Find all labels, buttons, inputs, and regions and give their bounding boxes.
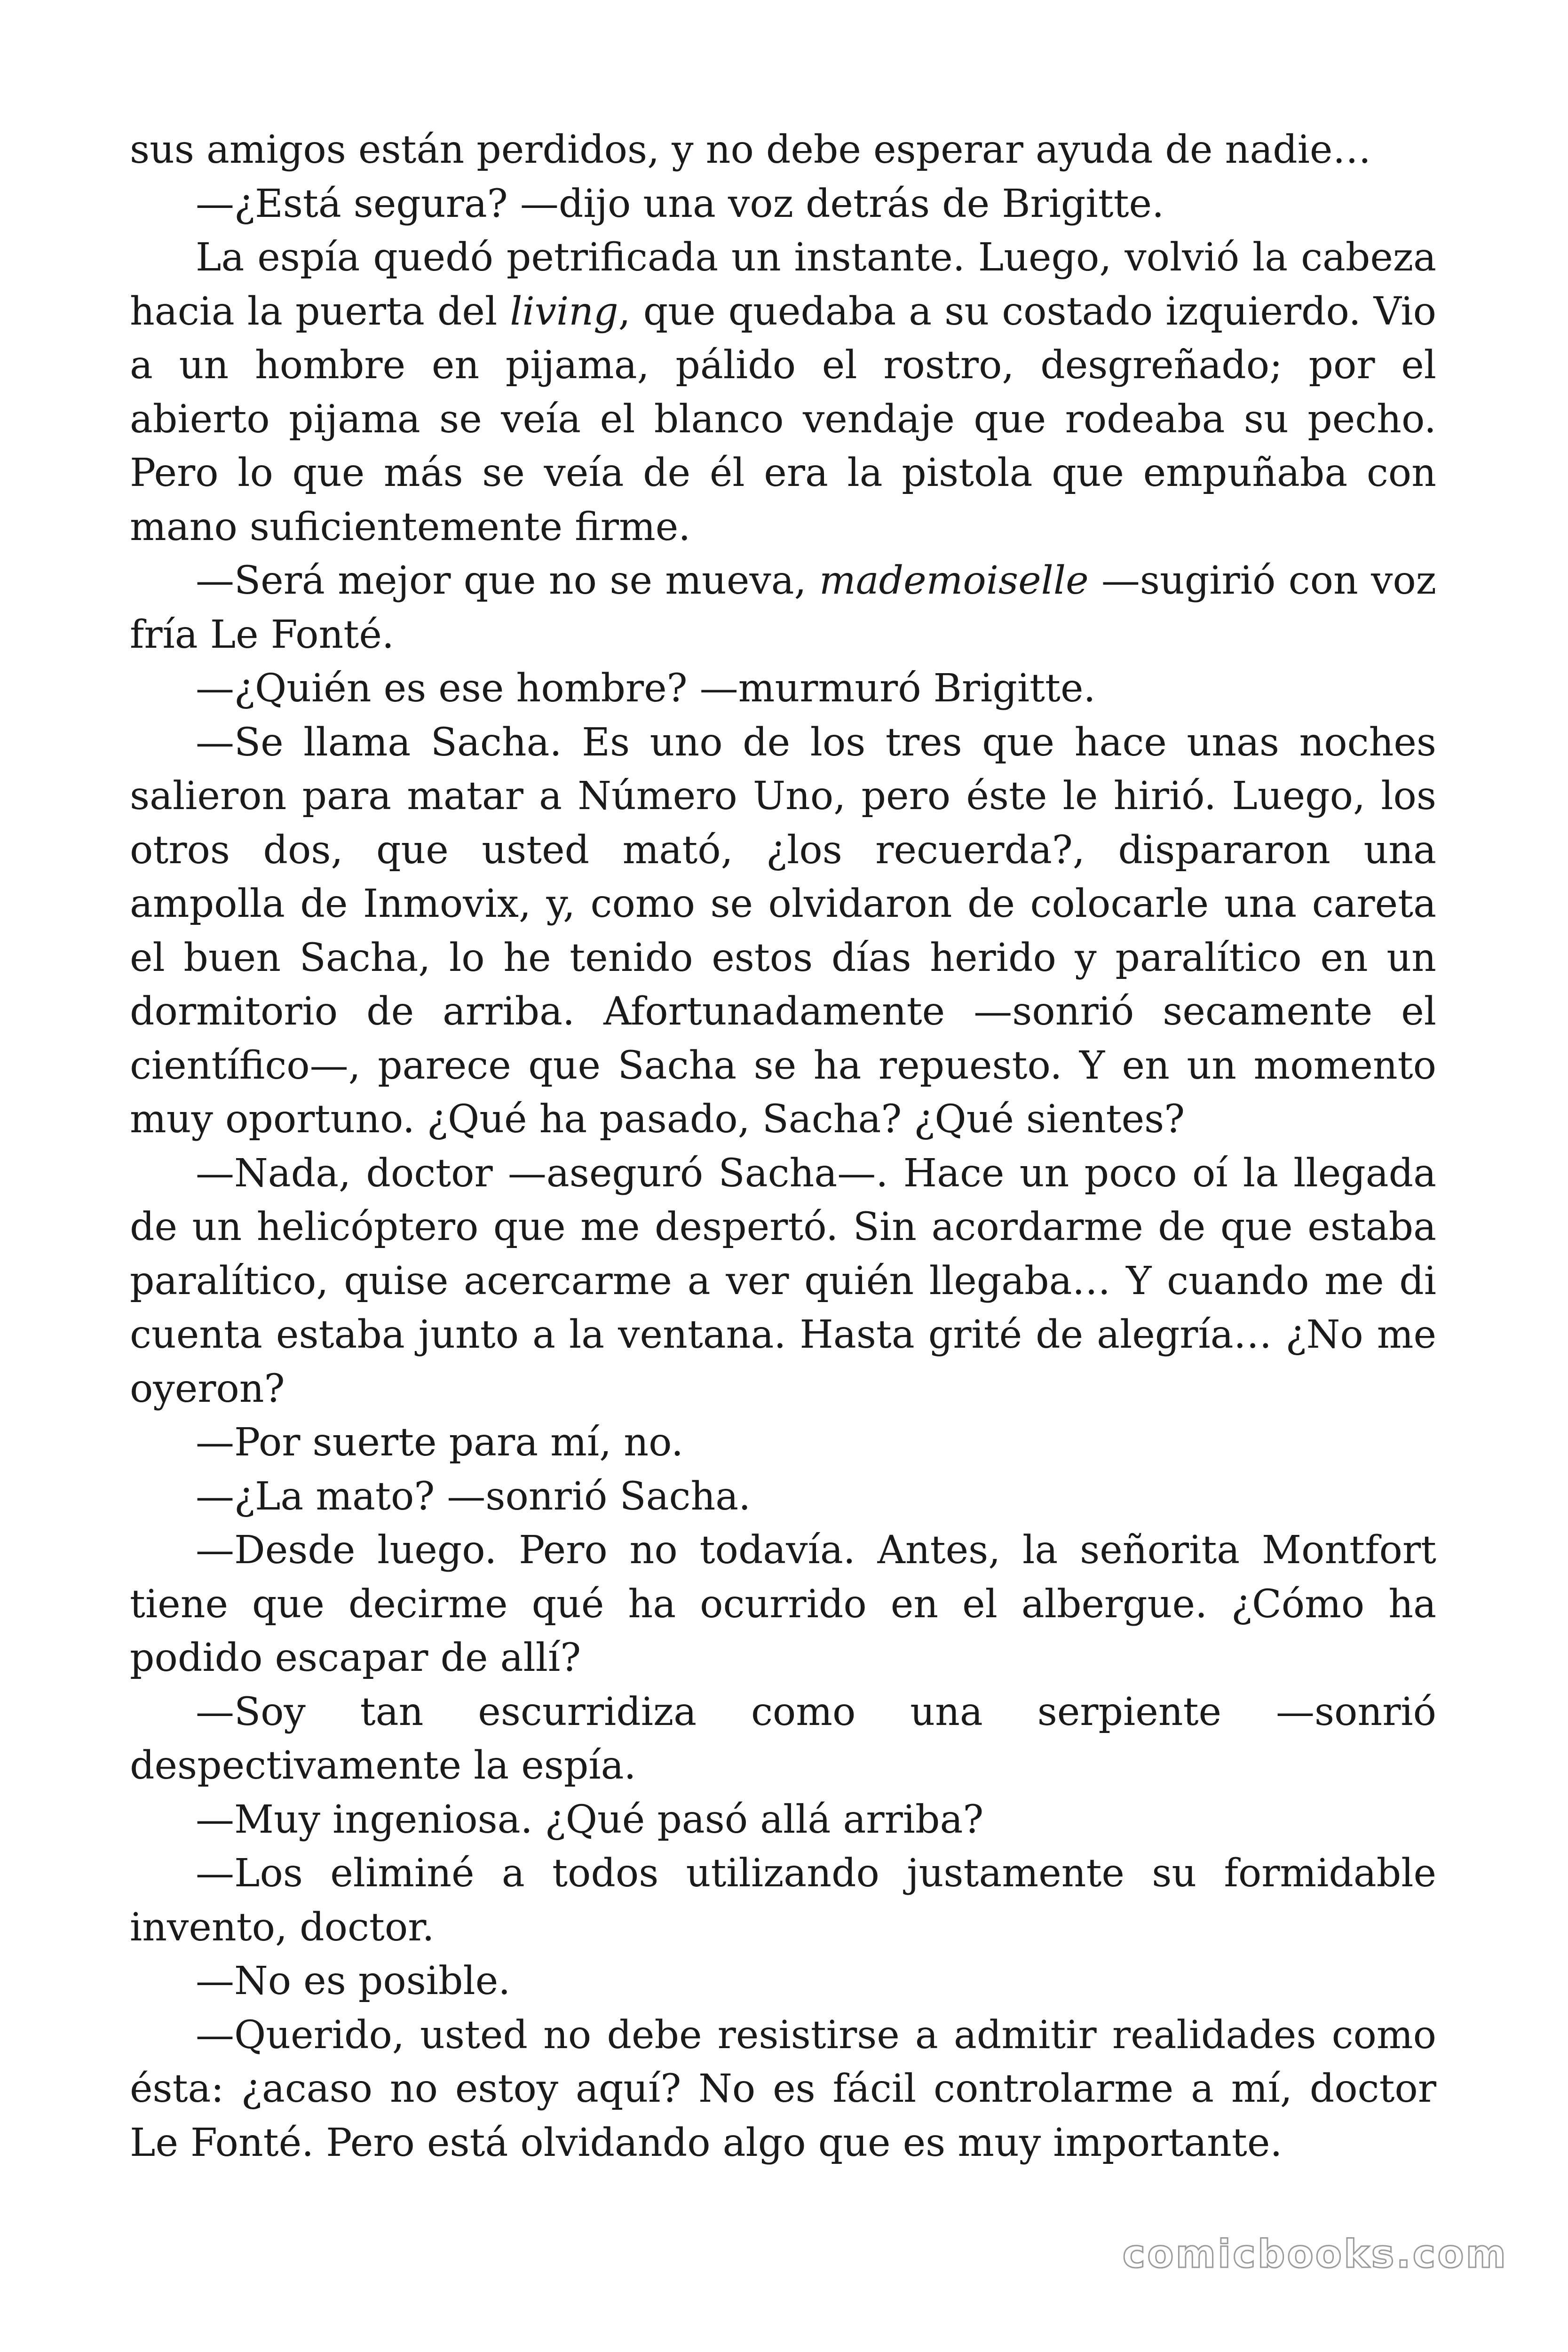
paragraph — [130, 1147, 1436, 1416]
text-run: —Se llama Sacha. Es uno de los tres que hace unas noches salieron para matar a Número Uno, pero éste le hirió. Luego, los otros dos, que usted mató, ¿los recuerda?, dispararon una ampolla de Inmovix, y, como se olvidaron de colocarle una careta el buen Sacha, lo he tenido estos días herido y paralítico en un dormitorio de arriba. Afortunadamente —sonrió secamente el científico—, parece que Sacha se ha repuesto. Y en un momento muy oportuno. ¿Qué ha pasado, Sacha? ¿Qué sientes? — [130, 720, 1436, 1142]
text-run: sus amigos están perdidos, y no debe esperar ayuda de nadie… — [130, 127, 1371, 172]
text-run: —Los eliminé a todos utilizando justamente su formidable invento, doctor. — [130, 1851, 1436, 1950]
text-run: —Desde luego. Pero no todavía. Antes, la señorita Montfort tiene que decirme qué ha ocurrido en el albergue. ¿Cómo ha podido escapar de allí? — [130, 1528, 1436, 1680]
paragraph — [130, 1847, 1436, 1955]
paragraph — [130, 1793, 1436, 1847]
paragraph — [130, 1955, 1436, 2009]
italic-text: mademoiselle — [819, 558, 1089, 603]
text-run: La espía quedó petrificada un instante. Luego, volvió la cabeza hacia la puerta del — [130, 235, 1436, 334]
text-run: —No es posible. — [196, 1959, 511, 2003]
paragraph — [130, 1685, 1436, 1793]
text-run: —Nada, doctor —aseguró Sacha—. Hace un poco oí la llegada de un helicóptero que me despertó. Sin acordarme de que estaba paralítico, quise acercarme a ver quién llegaba… Y cuando me di cuenta estaba junto a la ventana. Hasta grité de alegría… ¿No me oyeron? — [130, 1151, 1436, 1411]
text-run: , que quedaba a su costado izquierdo. Vio a un hombre en pijama, pálido el rostro, desgreñado; por el abierto pijama se veía el blanco vendaje que rodeaba su pecho. Pero lo que más se veía de él era la pistola que empuñaba con mano suficientemente firme. — [130, 289, 1436, 549]
paragraph — [130, 662, 1436, 716]
page-text — [130, 123, 1436, 2170]
paragraph — [130, 2009, 1436, 2170]
paragraph — [130, 177, 1436, 231]
text-run: —Por suerte para mí, no. — [196, 1420, 684, 1465]
text-run: —¿Está segura? —dijo una voz detrás de Brigitte. — [196, 181, 1164, 226]
paragraph — [130, 554, 1436, 662]
text-run: —¿Quién es ese hombre? —murmuró Brigitte. — [196, 666, 1096, 711]
text-run: —sugirió con voz fría Le Fonté. — [130, 558, 1436, 657]
text-run: —¿La mato? —sonrió Sacha. — [196, 1474, 751, 1519]
paragraph — [130, 231, 1436, 554]
text-run: —Querido, usted no debe resistirse a admitir realidades como ésta: ¿acaso no estoy aquí? No es fácil controlarme a mí, doctor Le Fonté. Pero está olvidando algo que es muy importante. — [130, 2012, 1436, 2165]
italic-text: living — [510, 289, 618, 334]
paragraph — [130, 716, 1436, 1147]
paragraph — [130, 1524, 1436, 1685]
text-run: —Muy ingeniosa. ¿Qué pasó allá arriba? — [196, 1797, 984, 1842]
text-run: —Será mejor que no se mueva, — [196, 558, 819, 603]
watermark-logo: comicbooks.com — [1122, 2232, 1508, 2277]
paragraph — [130, 1416, 1436, 1470]
paragraph — [130, 1470, 1436, 1524]
text-run: —Soy tan escurridiza como una serpiente —sonrió despectivamente la espía. — [130, 1689, 1436, 1788]
paragraph — [130, 123, 1436, 177]
